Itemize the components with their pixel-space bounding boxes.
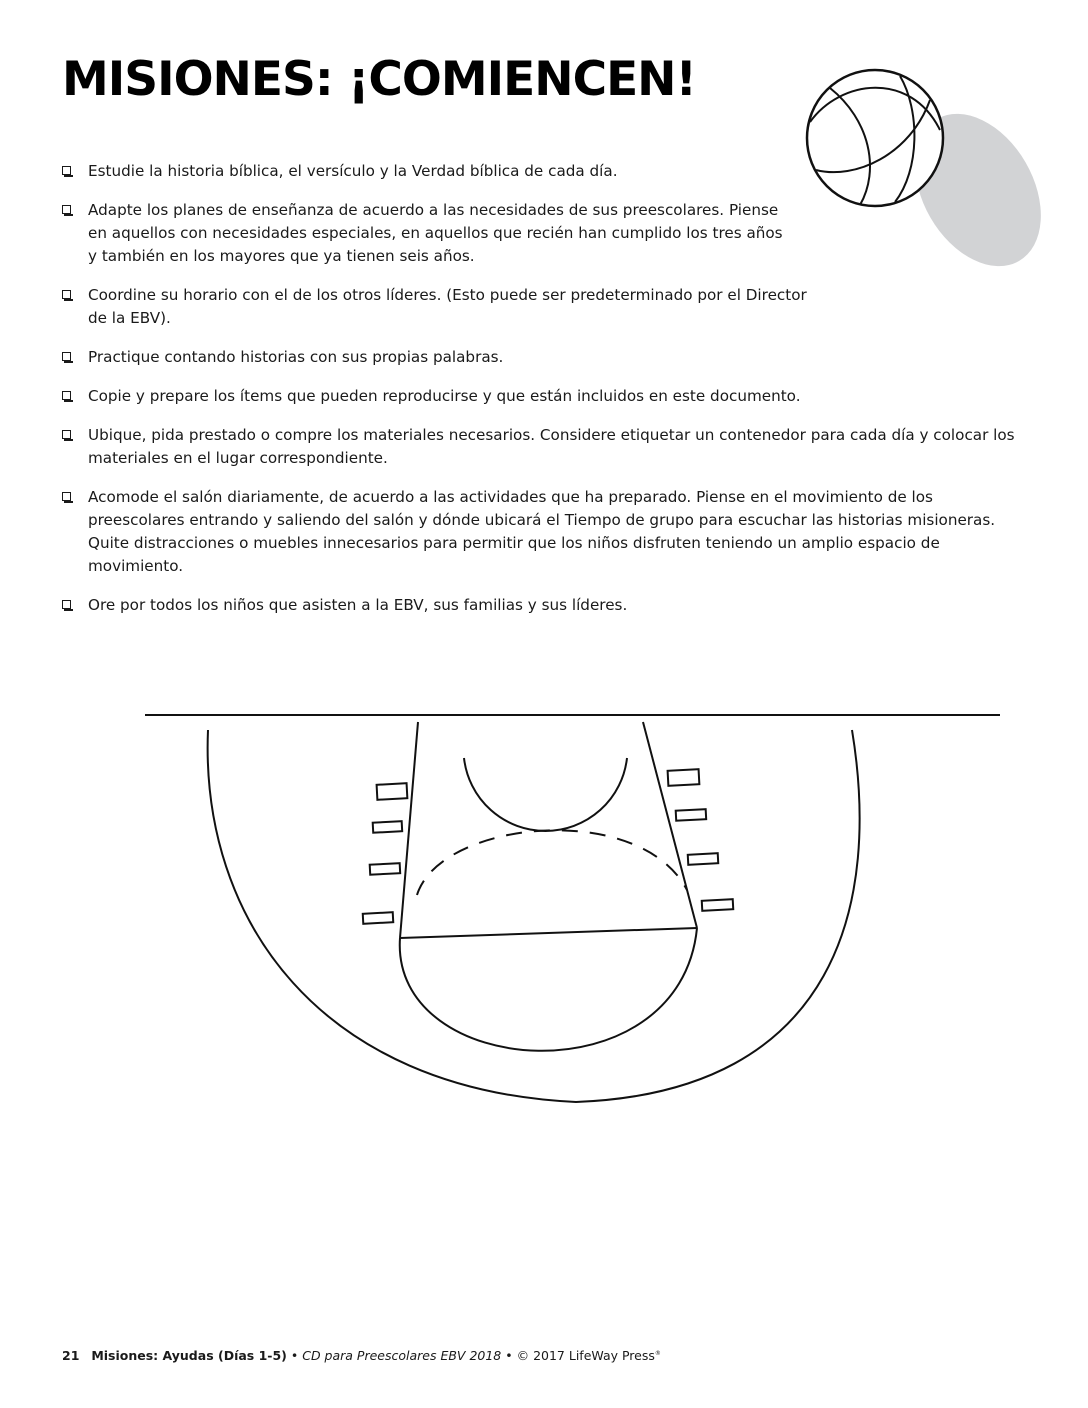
checklist-item: Adapte los planes de enseñanza de acuerdo a las necesidades de sus preescolares. Piense en aquellos con necesidades especiales, en aquellos que recién han cumplido los tres años y también en los mayores que ya tienen seis años. <box>62 199 1022 268</box>
registered-mark: ® <box>654 1349 661 1357</box>
checklist-item: Ubique, pida prestado o compre los materiales necesarios. Considere etiquetar un contenedor para cada día y colocar los materiales en el lugar correspondiente. <box>62 424 1022 470</box>
checkbox-icon <box>62 430 71 439</box>
checkbox-icon <box>62 391 71 400</box>
page-number: 21 <box>62 1348 80 1363</box>
checklist-item: Practique contando historias con sus propias palabras. <box>62 346 1022 369</box>
page-title: MISIONES: ¡COMIENCEN! <box>62 52 696 107</box>
checklist-item: Estudie la historia bíblica, el versículo y la Verdad bíblica de cada día. <box>62 160 1022 183</box>
checklist-item: Acomode el salón diariamente, de acuerdo a las actividades que ha preparado. Piense en el movimiento de los preescolares entrando y saliendo del salón y dónde ubicará el Tiempo de grupo para escuchar las historias misioneras. Quite distracciones o muebles innecesarios para permitir que los niños disfruten teniendo un amplio espacio de movimiento. <box>62 486 1022 578</box>
footer-section: Misiones: Ayudas (Días 1-5) <box>91 1348 287 1363</box>
checkbox-icon <box>62 352 71 361</box>
checklist-item: Copie y prepare los ítems que pueden reproducirse y que están incluidos en este documento. <box>62 385 1022 408</box>
checkbox-icon <box>62 205 71 214</box>
footer-product: CD para Preescolares EBV 2018 <box>302 1348 502 1363</box>
footer-copyright: © 2017 LifeWay Press <box>516 1348 655 1363</box>
basketball-court-diagram <box>140 700 1010 1120</box>
checkbox-icon <box>62 290 71 299</box>
checklist-item: Coordine su horario con el de los otros líderes. (Esto puede ser predeterminado por el Director de la EBV). <box>62 284 1022 330</box>
checkbox-icon <box>62 600 71 609</box>
task-checklist <box>62 160 1022 633</box>
checkbox-icon <box>62 166 71 175</box>
page-footer: 21 Misiones: Ayudas (Días 1-5) • CD para Preescolares EBV 2018 • © 2017 LifeWay Press® <box>62 1348 661 1363</box>
checklist-item: Ore por todos los niños que asisten a la EBV, sus familias y sus líderes. <box>62 594 1022 617</box>
checkbox-icon <box>62 492 71 501</box>
